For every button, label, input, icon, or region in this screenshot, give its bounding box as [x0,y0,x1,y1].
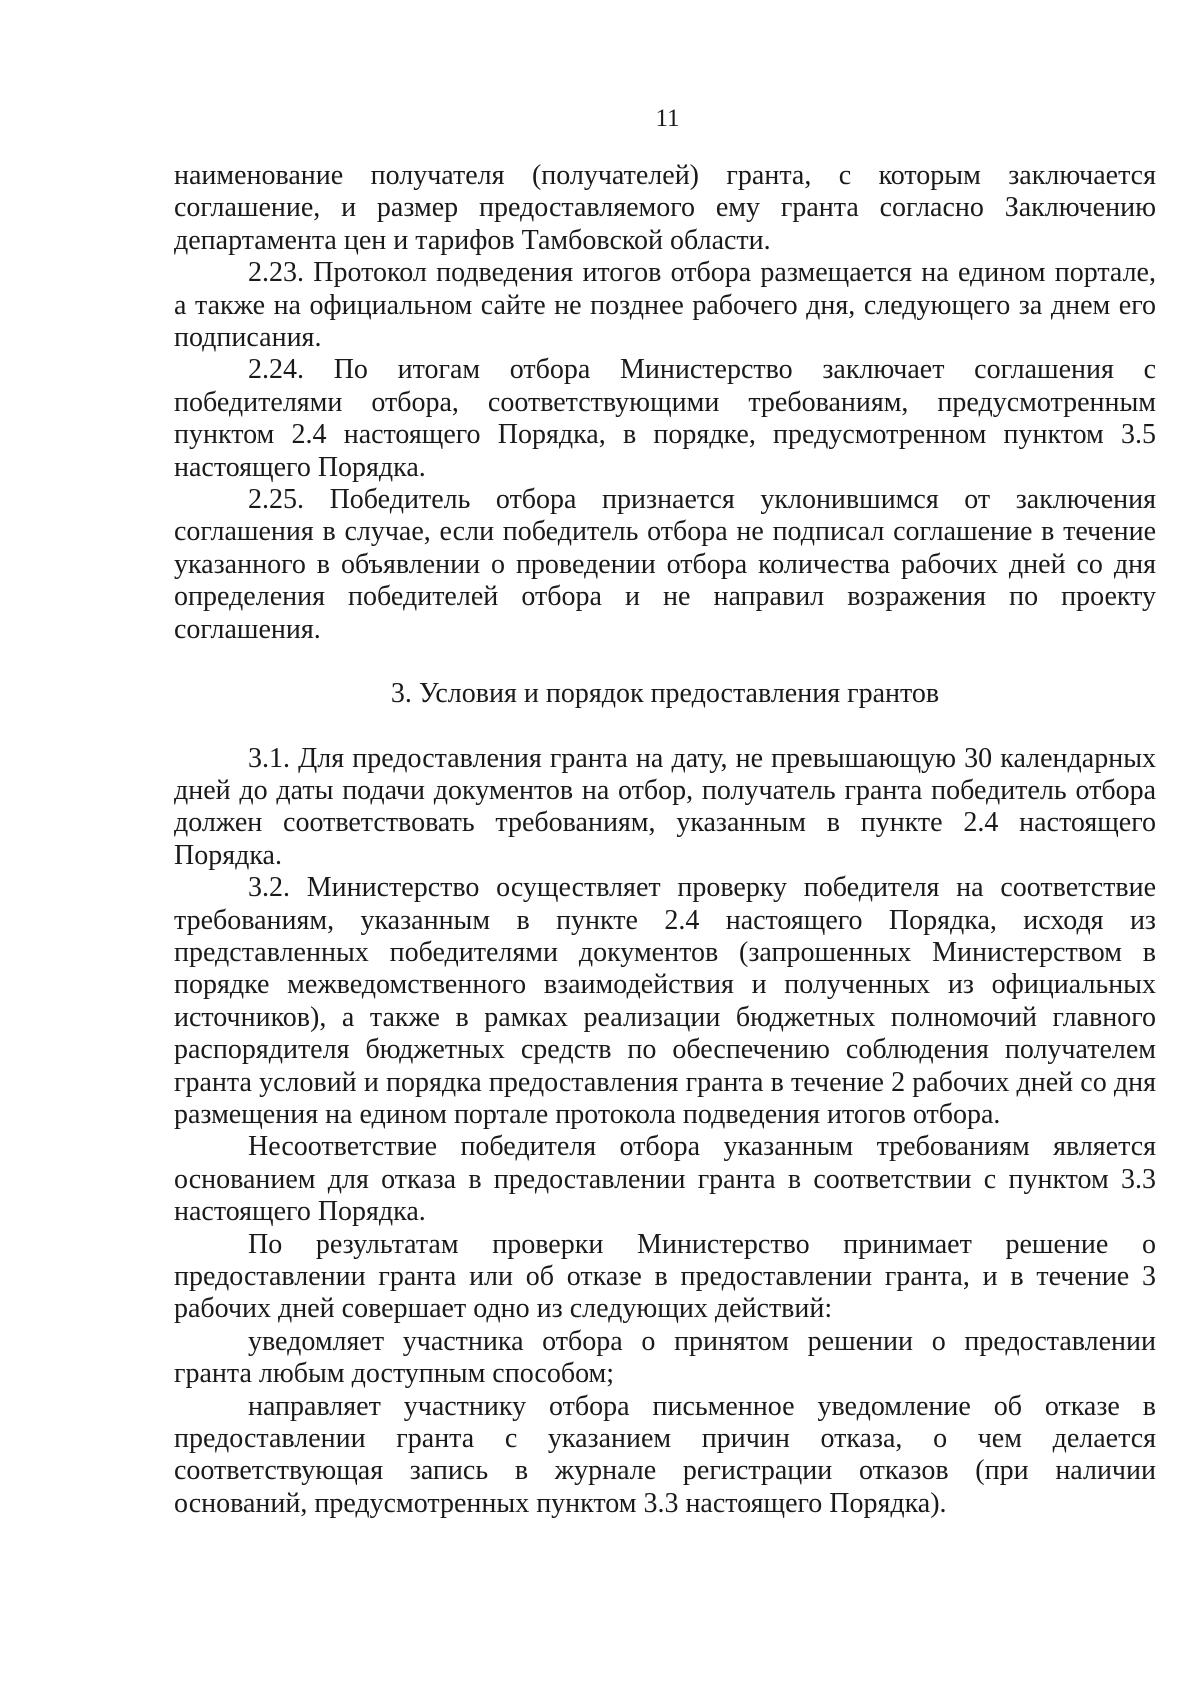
paragraph: наименование получателя (получателей) гранта, с которым заключается соглашение, и размер предоставляемого ему гранта согласно Заключению департамента цен и тарифов Тамбовской области. [174,160,1156,256]
paragraph-3-2: 3.2. Министерство осуществляет проверку победителя на соответствие требованиям, указанным в пункте 2.4 настоящего Порядка, исходя из представленных победителями документов (запрошенных Министерством в порядке межведомственного взаимодействия и полученных из официальных источников), а также в рамках реализации бюджетных полномочий главного распорядителя бюджетных средств по обеспечению соблюдения получателем гранта условий и порядка предоставления гранта в течение 2 рабочих дней со дня размещения на едином портале протокола подведения итогов отбора. [174,872,1156,1130]
paragraph-2-23: 2.23. Протокол подведения итогов отбора размещается на едином портале, а также на официальном сайте не позднее рабочего дня, следующего за днем его подписания. [174,257,1156,354]
paragraph: направляет участнику отбора письменное уведомление об отказе в предоставлении гранта с указанием причин отказа, о чем делается соответствующая запись в журнале регистрации отказов (при наличии оснований, предусмотренных пунктом 3.3 настоящего Порядка). [174,1390,1156,1519]
paragraph: Несоответствие победителя отбора указанным требованиям является основанием для отказа в предоставлении гранта в соответствии с пунктом 3.3 настоящего Порядка. [174,1131,1156,1228]
paragraph-3-1: 3.1. Для предоставления гранта на дату, не превышающую 30 календарных дней до даты подачи документов на отбор, получатель гранта победитель отбора должен соответствовать требованиям, указанным в пункте 2.4 настоящего Порядка. [174,742,1156,871]
page-number: 11 [655,105,680,132]
document-body [174,160,1156,1520]
paragraph: По результатам проверки Министерство принимает решение о предоставлении гранта или об отказе в предоставлении гранта, и в течение 3 рабочих дней совершает одно из следующих действий: [174,1228,1156,1325]
section-title: 3. Условия и порядок предоставления грантов [390,678,940,710]
paragraph-2-24: 2.24. По итогам отбора Министерство заключает соглашения с победителями отбора, соответствующими требованиям, предусмотренным пунктом 2.4 настоящего Порядка, в порядке, предусмотренном пунктом 3.5 настоящего Порядка. [174,354,1156,483]
paragraph-2-25: 2.25. Победитель отбора признается уклонившимся от заключения соглашения в случае, если победитель отбора не подписал соглашение в течение указанного в объявлении о проведении отбора количества рабочих дней со дня определения победителей отбора и не направил возражения по проекту соглашения. [174,484,1156,645]
paragraph: уведомляет участника отбора о принятом решении о предоставлении гранта любым доступным способом; [174,1325,1156,1390]
